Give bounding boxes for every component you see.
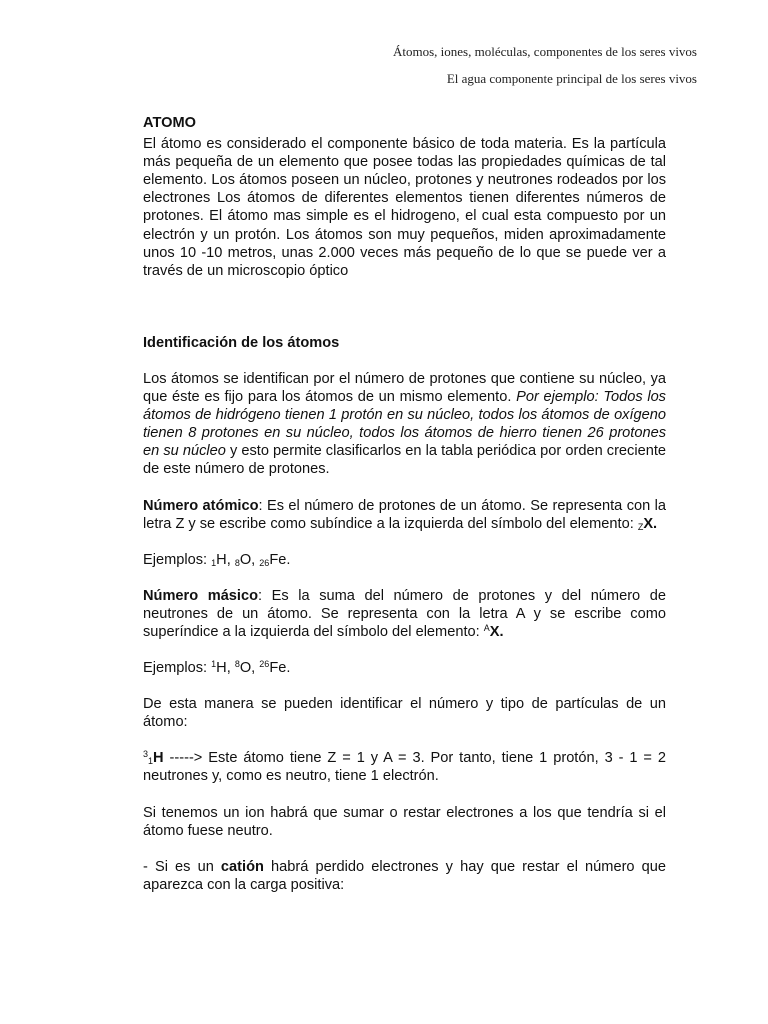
example-atomic-number: 1 (148, 756, 154, 767)
paragraph-cation (143, 858, 666, 894)
paragraph-tritium-example (143, 749, 666, 785)
mass-examples-list (211, 660, 290, 676)
mass-example-symbol: O, (239, 660, 260, 677)
cation-word: catión (220, 858, 264, 875)
running-header-line1: Átomos, iones, moléculas, componentes de los seres vivos (392, 44, 697, 59)
intro-end-text: y esto permite clasificarlos en la tabla periódica por orden creciente de este número de protones. (143, 443, 666, 478)
atomic-example-index: 8 (234, 557, 240, 568)
mass-example-index: 26 (259, 659, 270, 670)
document-body (143, 114, 666, 894)
mass-example-symbol: Fe. (269, 660, 291, 677)
numero-masico-text: : Es la suma del número de protones y del número de neutrones de un átomo. Se representa con la letra A y se escribe como superíndice a la izquierda del símbolo del elemento: (143, 587, 666, 640)
numero-atomico-label: Número atómico (143, 497, 259, 514)
paragraph-identificacion (143, 370, 666, 479)
paragraph-atomo: El átomo es considerado el componente básico de toda materia. Es la partícula más pequeña de un elemento que posee todas las propiedades químicas de tal elemento. Los átomos poseen un núcleo, protones y neutrones rodeados por los electrones Los átomos de diferentes elementos tienen diferentes números de protones. El átomo mas simple es el hidrogeno, el cual esta compuesto por un electrón y un protón. Los átomos son muy pequeños, miden aproximadamente unos 10 -10 metros, unas 2.000 veces más pequeño de lo que se puede ver a través de un microscopio óptico (143, 136, 666, 279)
running-header-line2: El agua componente principal de los seres vivos (446, 71, 697, 86)
atomic-example-symbol: H, (216, 551, 235, 568)
atomic-example-index: 1 (211, 557, 217, 568)
mass-examples-label: Ejemplos: (143, 660, 212, 677)
section-title-atomo: ATOMO (143, 115, 196, 131)
mass-superscript-a: A (483, 622, 490, 633)
numero-masico-label: Número másico (143, 587, 259, 604)
atomic-subscript-z: Z (637, 521, 644, 532)
mass-example-index: 1 (211, 659, 217, 670)
paragraph-numero-masico (143, 587, 666, 641)
example-mass-number: 3 (143, 749, 149, 760)
example-symbol: H (153, 750, 164, 767)
mass-example-symbol: H, (216, 660, 235, 677)
cation-pre: - Si es un (143, 858, 221, 875)
atomic-examples-list (211, 552, 290, 568)
paragraph-ion: Si tenemos un ion habrá que sumar o restar electrones a los que tendría si el átomo fuese neutro. (143, 804, 666, 839)
atomic-example-symbol: Fe. (269, 551, 291, 568)
atomic-examples-line (143, 551, 666, 569)
paragraph-identificar-particulas: De esta manera se pueden identificar el número y tipo de partículas de un átomo: (143, 696, 666, 731)
numero-atomico-text: : Es el número de protones de un átomo. Se representa con la letra Z y se escribe como subíndice a la izquierda del símbolo del elemento: (143, 497, 666, 532)
intro-italic-example: Por ejemplo: Todos los átomos de hidrógeno tienen 1 protón en su núcleo, todos los átomos de oxígeno tienen 8 protones en su núcleo, todos los átomos de hierro tienen 26 protones en su núcleo (143, 389, 666, 460)
atomic-symbol-x: X. (643, 515, 658, 532)
atomic-example-symbol: O, (239, 551, 260, 568)
cation-post: habrá perdido electrones y hay que restar el número que aparezca con la carga positiva: (143, 858, 666, 893)
atomic-example-index: 26 (259, 557, 270, 568)
mass-example-index: 8 (234, 659, 240, 670)
example-explanation: -----> Este átomo tiene Z = 1 y A = 3. Por tanto, tiene 1 protón, 3 - 1 = 2 neutrones y, como es neutro, tiene 1 electrón. (143, 750, 666, 785)
atomic-examples-label: Ejemplos: (143, 551, 212, 568)
section-title-identificacion: Identificación de los átomos (143, 334, 340, 351)
mass-examples-line (143, 659, 666, 677)
paragraph-numero-atomico (143, 497, 666, 533)
mass-symbol-x: X. (489, 623, 504, 640)
intro-text: Los átomos se identifican por el número de protones que contiene su núcleo, ya que éste es fijo para los átomos de un mismo elemento. (143, 370, 666, 406)
